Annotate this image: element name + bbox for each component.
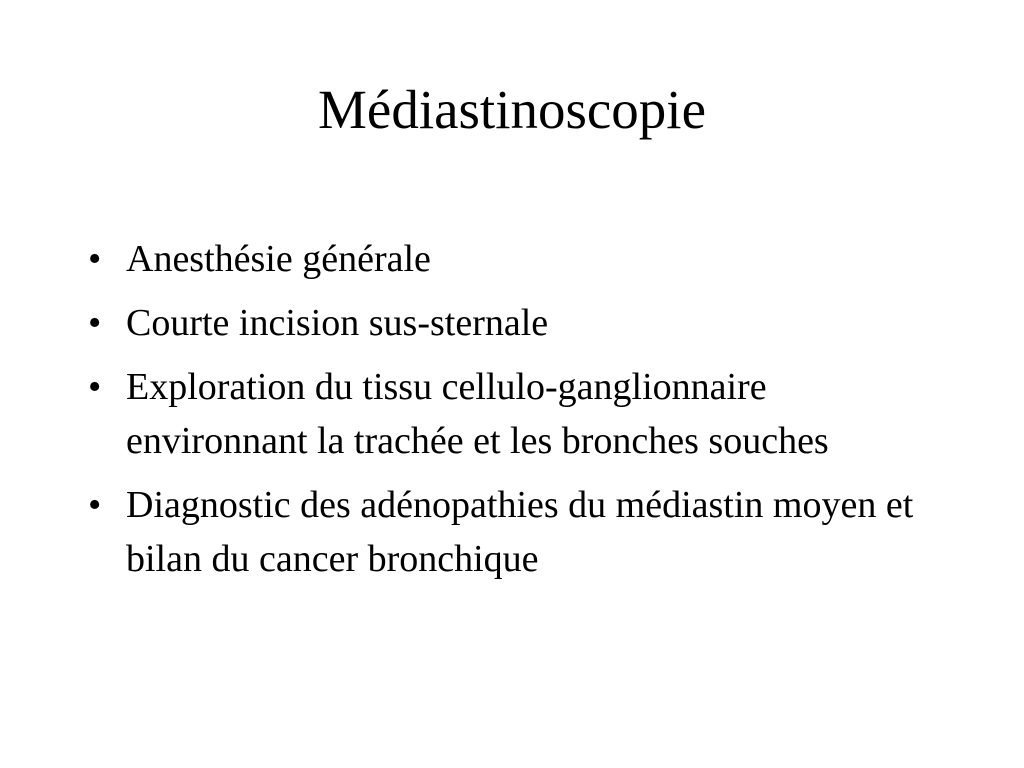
bullet-item <box>88 296 948 350</box>
bullet-icon: • <box>88 484 102 526</box>
bullet-list <box>88 232 948 596</box>
bullet-item <box>88 360 948 468</box>
bullet-icon: • <box>88 302 102 344</box>
bullet-text: Diagnostic des adénopathies du médiastin moyen et bilan du cancer bronchique <box>126 484 914 580</box>
bullet-item <box>88 478 948 586</box>
bullet-text: Exploration du tissu cellulo-ganglionnaire environnant la trachée et les bronches souches <box>126 366 829 462</box>
bullet-icon: • <box>88 366 102 408</box>
slide-title: Médiastinoscopie <box>318 79 706 140</box>
bullet-icon: • <box>88 238 102 280</box>
bullet-item <box>88 232 948 286</box>
bullet-text: Courte incision sus-sternale <box>126 302 549 344</box>
bullet-text: Anesthésie générale <box>126 238 431 280</box>
